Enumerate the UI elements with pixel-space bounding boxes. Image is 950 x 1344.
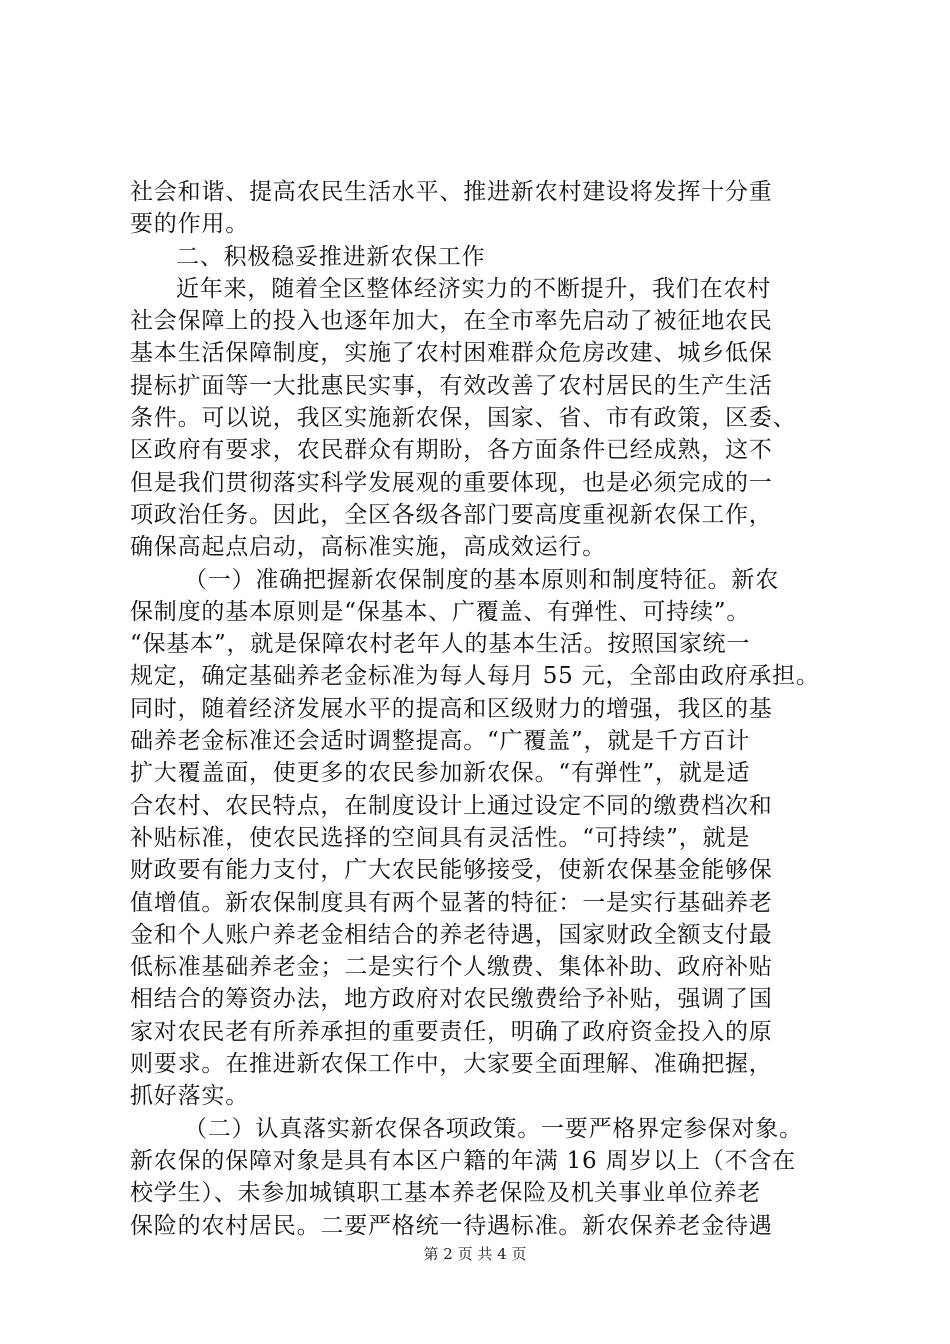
- text-line: 同时，随着经济发展水平的提高和区级财力的增强，我区的基: [130, 695, 773, 722]
- text-line: 抓好落实。: [130, 1083, 249, 1110]
- text-line: 校学生）、未参加城镇职工基本养老保险及机关事业单位养老: [130, 1180, 762, 1207]
- text-line: 规定，确定基础养老金标准为每人每月 55 元，全部由政府承担。: [130, 663, 820, 690]
- text-line: 扩大覆盖面，使更多的农民参加新农保。“有弹性”，就是适: [130, 760, 751, 787]
- text-line: 值增值。新农保制度具有两个显著的特征：一是实行基础养老: [130, 889, 773, 916]
- text-line: 提标扩面等一大批惠民实事，有效改善了农村居民的生产生活: [130, 372, 773, 399]
- text-line: 则要求。在推进新农保工作中，大家要全面理解、准确把握，: [130, 1051, 773, 1078]
- text-line: 项政治任务。因此，全区各级各部门要高度重视新农保工作，: [130, 501, 773, 528]
- page-footer: [0, 1244, 950, 1264]
- text-line: 金和个人账户养老金相结合的养老待遇，国家财政全额支付最: [130, 921, 773, 948]
- text-line: 家对农民老有所养承担的重要责任，明确了政府资金投入的原: [130, 1018, 773, 1045]
- text-line: 础养老金标准还会适时调整提高。“广覆盖”，就是千方百计: [130, 728, 751, 755]
- text-line: 财政要有能力支付，广大农民能够接受，使新农保基金能够保: [130, 857, 773, 884]
- text-line: 社会保障上的投入也逐年加大，在全市率先启动了被征地农民: [130, 308, 773, 335]
- text-line: 低标准基础养老金；二是实行个人缴费、集体补助、政府补贴: [130, 954, 773, 981]
- text-line: “保基本”，就是保障农村老年人的基本生活。按照国家统一: [130, 631, 751, 658]
- paragraph-start: 近年来，随着全区整体经济实力的不断提升，我们在农村: [176, 275, 771, 302]
- text-line: 基本生活保障制度，实施了农村困难群众危房改建、城乡低保: [130, 340, 773, 367]
- subsection-heading: （二）认真落实新农保各项政策。一要严格界定参保对象。: [184, 1115, 803, 1142]
- text-line: 区政府有要求，农民群众有期盼，各方面条件已经成熟，这不: [130, 437, 773, 464]
- text-line: 补贴标准，使农民选择的空间具有灵活性。“可持续”，就是: [130, 824, 751, 851]
- page-number: 第 2 页 共 4 页: [423, 1245, 527, 1263]
- text-line: 合农村、农民特点，在制度设计上通过设定不同的缴费档次和: [130, 792, 773, 819]
- text-line: 条件。可以说，我区实施新农保，国家、省、市有政策，区委、: [130, 405, 797, 432]
- text-line: 但是我们贯彻落实科学发展观的重要体现，也是必须完成的一: [130, 469, 773, 496]
- subsection-heading: （一）准确把握新农保制度的基本原则和制度特征。新农: [184, 566, 779, 593]
- text-line: 要的作用。: [130, 211, 249, 238]
- text-line: 保险的农村居民。二要严格统一待遇标准。新农保养老金待遇: [130, 1212, 773, 1239]
- section-heading: 二、积极稳妥推进新农保工作: [176, 243, 486, 270]
- text-line: 保制度的基本原则是“保基本、广覆盖、有弹性、可持续”。: [130, 598, 751, 625]
- text-line: 社会和谐、提高农民生活水平、推进新农村建设将发挥十分重: [130, 179, 773, 205]
- body-text: [130, 176, 840, 1242]
- text-line: 确保高起点启动，高标准实施，高成效运行。: [130, 534, 606, 561]
- text-line: 相结合的筹资办法，地方政府对农民缴费给予补贴，强调了国: [130, 986, 773, 1013]
- text-line: 新农保的保障对象是具有本区户籍的年满 16 周岁以上（不含在: [130, 1147, 796, 1174]
